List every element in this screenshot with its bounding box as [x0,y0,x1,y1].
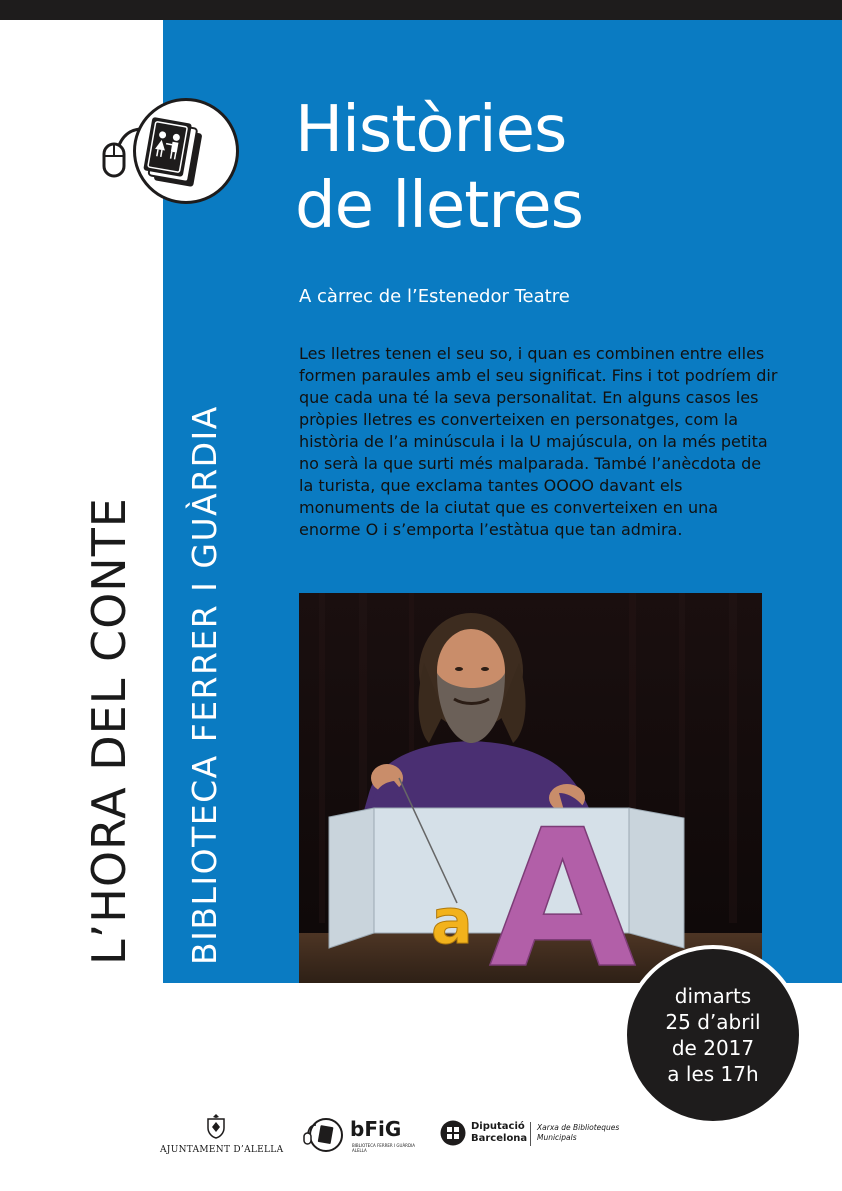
storytime-logo-icon [92,96,242,211]
diputacio-seal-icon [440,1120,466,1146]
xarxa-biblioteques [537,1123,619,1143]
date-time: a les 17h [667,1062,759,1086]
top-bar [0,0,842,20]
library-name: BIBLIOTECA FERRER I GUÀRDIA [185,405,224,965]
logo-divider [530,1122,531,1146]
xarxa-line-2: Municipals [537,1133,577,1142]
footer-logos [0,1105,842,1165]
storyteller-photo [299,593,762,983]
page-title [295,92,583,244]
diputacio-name [471,1121,527,1145]
ajuntament-logo [160,1113,284,1155]
letter-small-a: a [431,885,473,958]
event-date-badge [623,945,803,1125]
title-line-2: de lletres [295,169,583,243]
series-label: L’HORA DEL CONTE [82,497,136,965]
subtitle: A càrrec de l’Estenedor Teatre [299,286,570,307]
bfig-library-icon [300,1115,346,1155]
diputacio-logo [440,1120,640,1152]
bfig-wordmark: bFiG [350,1117,402,1141]
diputacio-line-1: Diputació [471,1121,525,1132]
xarxa-line-1: Xarxa de Biblioteques [537,1123,620,1132]
diputacio-line-2: Barcelona [471,1133,528,1144]
date-day-month: 25 d’abril [665,1010,761,1034]
bfig-subtitle [352,1143,415,1153]
description: Les lletres tenen el seu so, i quan es combinen entre elles formen paraules amb el seu significat. Fins i tot podríem dir que cada una té la seva personalitat. En alguns casos les pròpies lletres es converteixen en personatges, com la història de l’a minúscula i la U majúscula, on la més petita no serà la que surti més malparada. També l’anècdota de la turista, que exclama tantes OOOO davant els monuments de la ciutat que es converteixen en una enorme O i s’emporta l’estàtua que tan admira. [299,344,778,539]
letter-big-a: A [489,789,637,983]
alella-shield-icon [205,1113,227,1139]
date-weekday: dimarts [674,984,752,1008]
title-line-1: Històries [295,93,567,167]
bfig-subtitle-line-1: BIBLIOTECA FERRER I GUÀRDIA [352,1143,415,1148]
bfig-subtitle-line-2: ALELLA [352,1148,367,1153]
ajuntament-name: AJUNTAMENT D’ALELLA [160,1145,284,1155]
bfig-logo [300,1115,415,1160]
date-year: de 2017 [671,1036,755,1060]
